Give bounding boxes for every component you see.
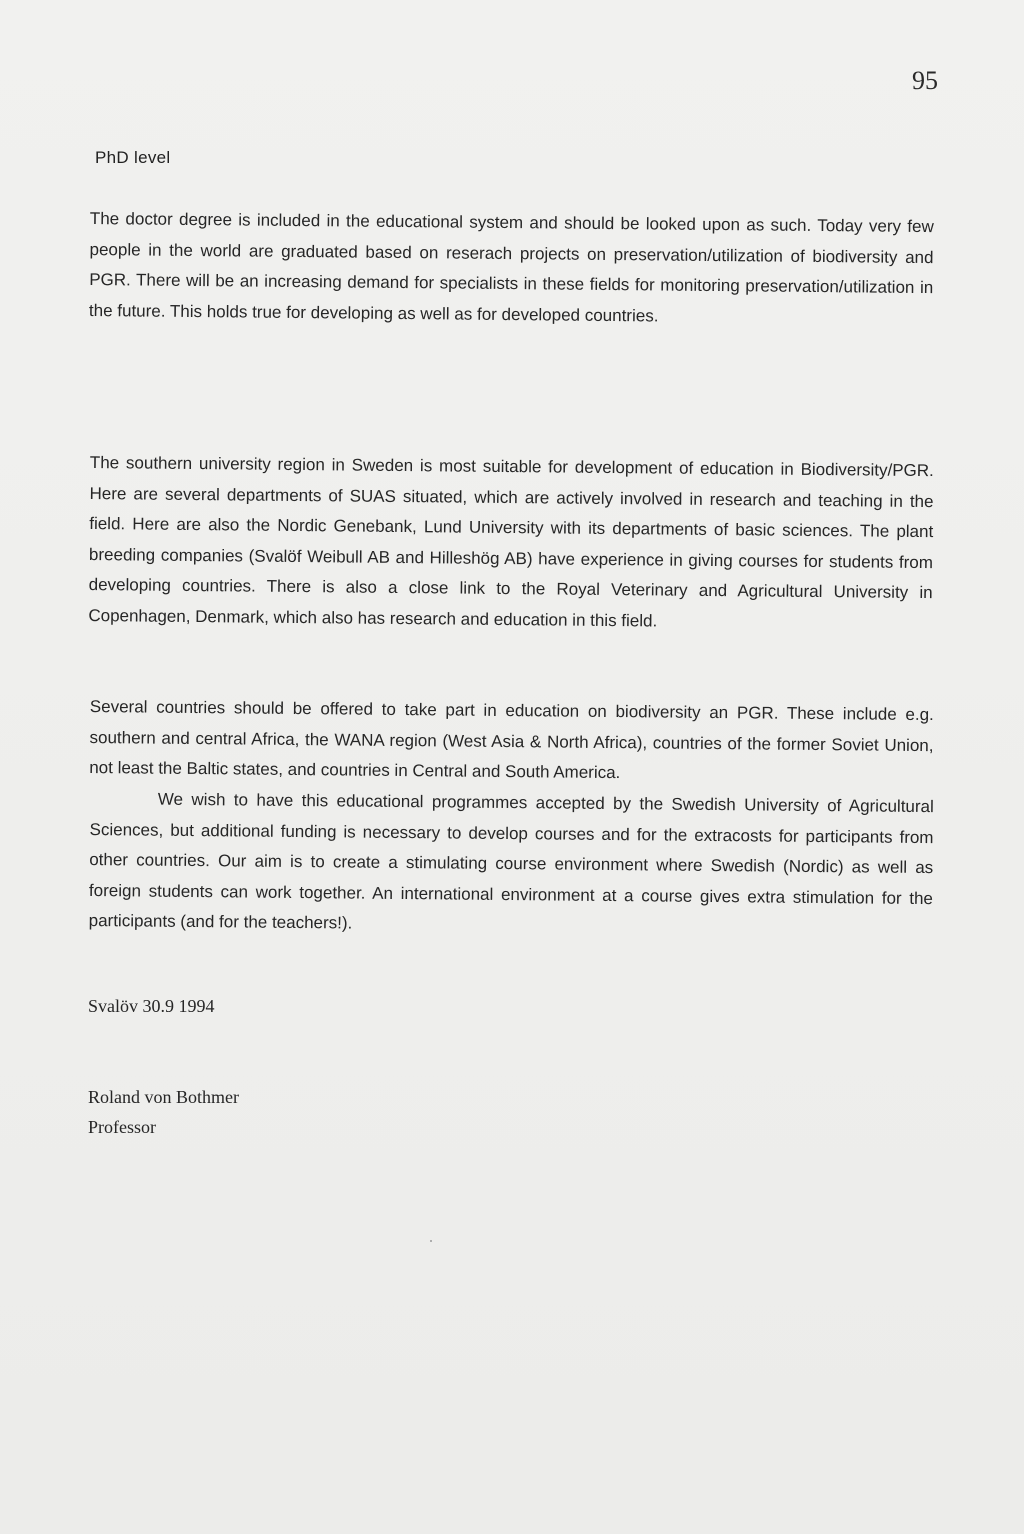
paragraph-funding-aim: We wish to have this educational programmes accepted by the Swedish University of Agricultural Sciences, but additional funding is necessary to develop courses and for the extracosts for participants from other countries. Our aim is to create a stimulating course environment where Swedish (Nordic) as well as foreign students can work together. An international environment at a course gives extra stimulation for the participants (and for the teachers!). [88,789,934,933]
paragraph-southern-region: The southern university region in Sweden is most suitable for development of education in Biodiversity/PGR. Here are several departments of SUAS situated, which are actively involved in research and teaching in the field. Here are also the Nordic Genebank, Lund University with its departments of basic sciences. The plant breeding companies (Svalöf Weibull AB and Hilleshög AB) have experience in giving courses for students from developing countries. There is also a close link to the Royal Veterinary and Agricultural University in Copenhagen, Denmark, which also has research and education in this field. [88,452,934,630]
place-date: Svalöv 30.9 1994 [88,996,215,1016]
page-number: 95 [912,66,938,95]
author-name: Roland von Bothmer [88,1087,239,1107]
author-title: Professor [88,1117,156,1137]
paragraph-participating-countries: Several countries should be offered to take part in education on biodiversity an PGR. These include e.g. southern and central Africa, the WANA region (West Asia & North Africa), countries of the former Soviet Union, not least the Baltic states, and countries in Central and South America. [89,696,934,783]
paragraph-phd-degree: The doctor degree is included in the educational system and should be looked upon as such. Today very few people in the world are graduated based on reserach projects on preservation/utilization of biodiversity and PGR. There will be an increasing demand for specialists in these fields for monitoring preservation/utilization in the future. This holds true for developing as well as for developed countries. [88,208,934,325]
scan-speck [430,1240,432,1242]
section-heading: PhD level [95,148,171,167]
